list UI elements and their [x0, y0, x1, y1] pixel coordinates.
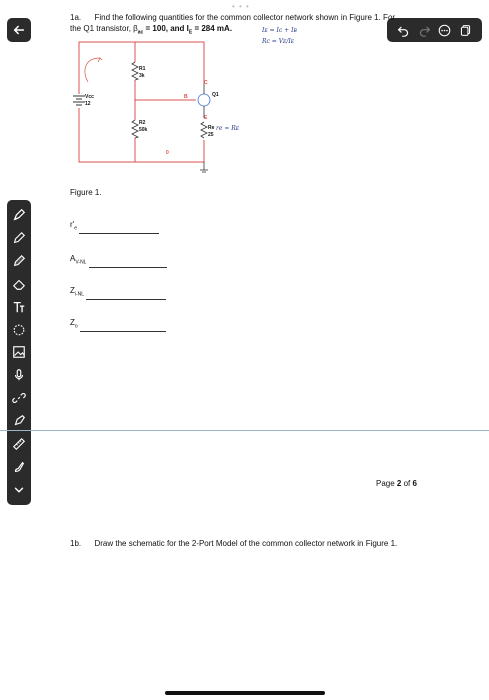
answer-zi-label: Z — [70, 286, 75, 295]
top-right-toolbar — [387, 18, 482, 42]
pen-icon — [12, 208, 26, 222]
marker-tool-button[interactable] — [10, 253, 28, 269]
answer-zi-blank[interactable] — [86, 292, 166, 300]
answer-av-subscript: V-NL — [75, 259, 87, 266]
page-middle: of — [401, 479, 413, 488]
highlighter-icon — [12, 414, 26, 428]
more-button[interactable] — [438, 24, 451, 37]
q1-label: Q1 — [212, 92, 219, 98]
pencil-tool-button[interactable] — [10, 230, 28, 246]
ie-subscript: E — [188, 29, 193, 36]
answer-zo-blank[interactable] — [80, 324, 166, 332]
color-picker-button[interactable] — [10, 459, 28, 475]
vcc-value: 12 — [85, 101, 91, 107]
marker-icon — [12, 254, 26, 268]
handwritten-re-note: re ≈ Rᴇ — [216, 125, 240, 132]
vcc-label: Vcc — [85, 94, 94, 100]
answer-zo-subscript: o — [74, 323, 78, 330]
microphone-tool-button[interactable] — [10, 367, 28, 383]
lasso-icon — [12, 323, 26, 337]
question-text-line2: the Q1 transistor, β — [70, 24, 138, 33]
handwritten-note-2: Rᴄ = Vᴇ/Iᴇ — [262, 38, 295, 45]
more-icon — [438, 24, 451, 37]
image-tool-button[interactable] — [10, 344, 28, 360]
home-indicator[interactable] — [165, 691, 325, 695]
pencil-icon — [12, 231, 26, 245]
answer-av-label: A — [70, 254, 76, 263]
page-total: 6 — [412, 479, 417, 488]
answer-zo-label: Z — [70, 318, 75, 327]
node-e-label: E — [204, 115, 208, 121]
page-divider — [0, 430, 489, 431]
node-c-label: C — [204, 80, 208, 86]
question-1b-number: 1b. — [70, 539, 82, 548]
text-icon — [12, 300, 26, 314]
beta-subscript: ac — [137, 29, 144, 36]
answer-re-blank[interactable] — [79, 226, 159, 234]
page-current: 2 — [396, 479, 402, 488]
link-tool-button[interactable] — [10, 390, 28, 406]
question-1b-text: Draw the schematic for the 2-Port Model of the common collector network in Figure 1. — [94, 539, 398, 548]
copy-button[interactable] — [459, 24, 472, 37]
answer-re-subscript: e — [74, 225, 77, 232]
back-button[interactable] — [7, 18, 31, 42]
link-icon — [12, 391, 26, 405]
node-b-label: B — [184, 94, 188, 100]
answer-zi — [70, 286, 166, 300]
question-number: 1a. — [70, 13, 82, 22]
redo-icon — [418, 24, 431, 37]
beta-value: = 100, and I — [143, 24, 189, 33]
ruler-tool-button[interactable] — [10, 436, 28, 452]
redo-button[interactable] — [418, 24, 431, 37]
handwritten-arrow — [85, 58, 102, 82]
question-text-line1: Find the following quantities for the common collector network shown in Figure 1. For — [94, 13, 396, 22]
answer-zi-subscript: i-NL — [74, 291, 85, 298]
chevron-down-icon — [12, 483, 26, 497]
answer-re-label: r' — [70, 220, 75, 229]
collapse-toolbar-button[interactable] — [10, 482, 28, 498]
ruler-icon — [12, 437, 26, 451]
handwritten-note-1: Iᴇ = Iᴄ + Iʙ — [262, 27, 297, 34]
text-tool-button[interactable] — [10, 299, 28, 315]
question-1b — [70, 539, 397, 549]
r1-label: R1 — [139, 66, 146, 72]
arrow-left-icon — [12, 23, 26, 37]
lasso-tool-button[interactable] — [10, 322, 28, 338]
r2-label: R2 — [139, 120, 146, 126]
re-value: 25 — [208, 132, 214, 138]
circuit-wire-loop — [79, 42, 204, 162]
microphone-icon — [12, 368, 26, 382]
page-indicator — [376, 479, 417, 489]
ie-value: = 284 mA. — [192, 24, 233, 33]
image-icon — [12, 345, 26, 359]
page-prefix: Page — [376, 479, 397, 488]
question-1a-line1 — [70, 13, 395, 23]
undo-button[interactable] — [397, 24, 410, 37]
answer-av-blank[interactable] — [89, 260, 167, 268]
figure-caption: Figure 1. — [70, 188, 102, 197]
answer-zo — [70, 318, 166, 332]
markup-toolbar — [7, 200, 31, 505]
ground-node-label: 0 — [166, 150, 169, 156]
re-label: Re — [208, 125, 215, 131]
highlighter-tool-button[interactable] — [10, 413, 28, 429]
undo-icon — [397, 24, 410, 37]
circuit-diagram — [60, 36, 260, 178]
answer-re — [70, 220, 159, 234]
top-indicator: • • • — [232, 2, 250, 11]
answer-av — [70, 254, 167, 268]
eraser-icon — [12, 277, 26, 291]
brush-icon — [12, 460, 26, 474]
pen-tool-button[interactable] — [10, 207, 28, 223]
r2-value: 50k — [139, 127, 148, 133]
copy-icon — [459, 24, 472, 37]
eraser-tool-button[interactable] — [10, 276, 28, 292]
r1-value: 3k — [139, 73, 145, 79]
